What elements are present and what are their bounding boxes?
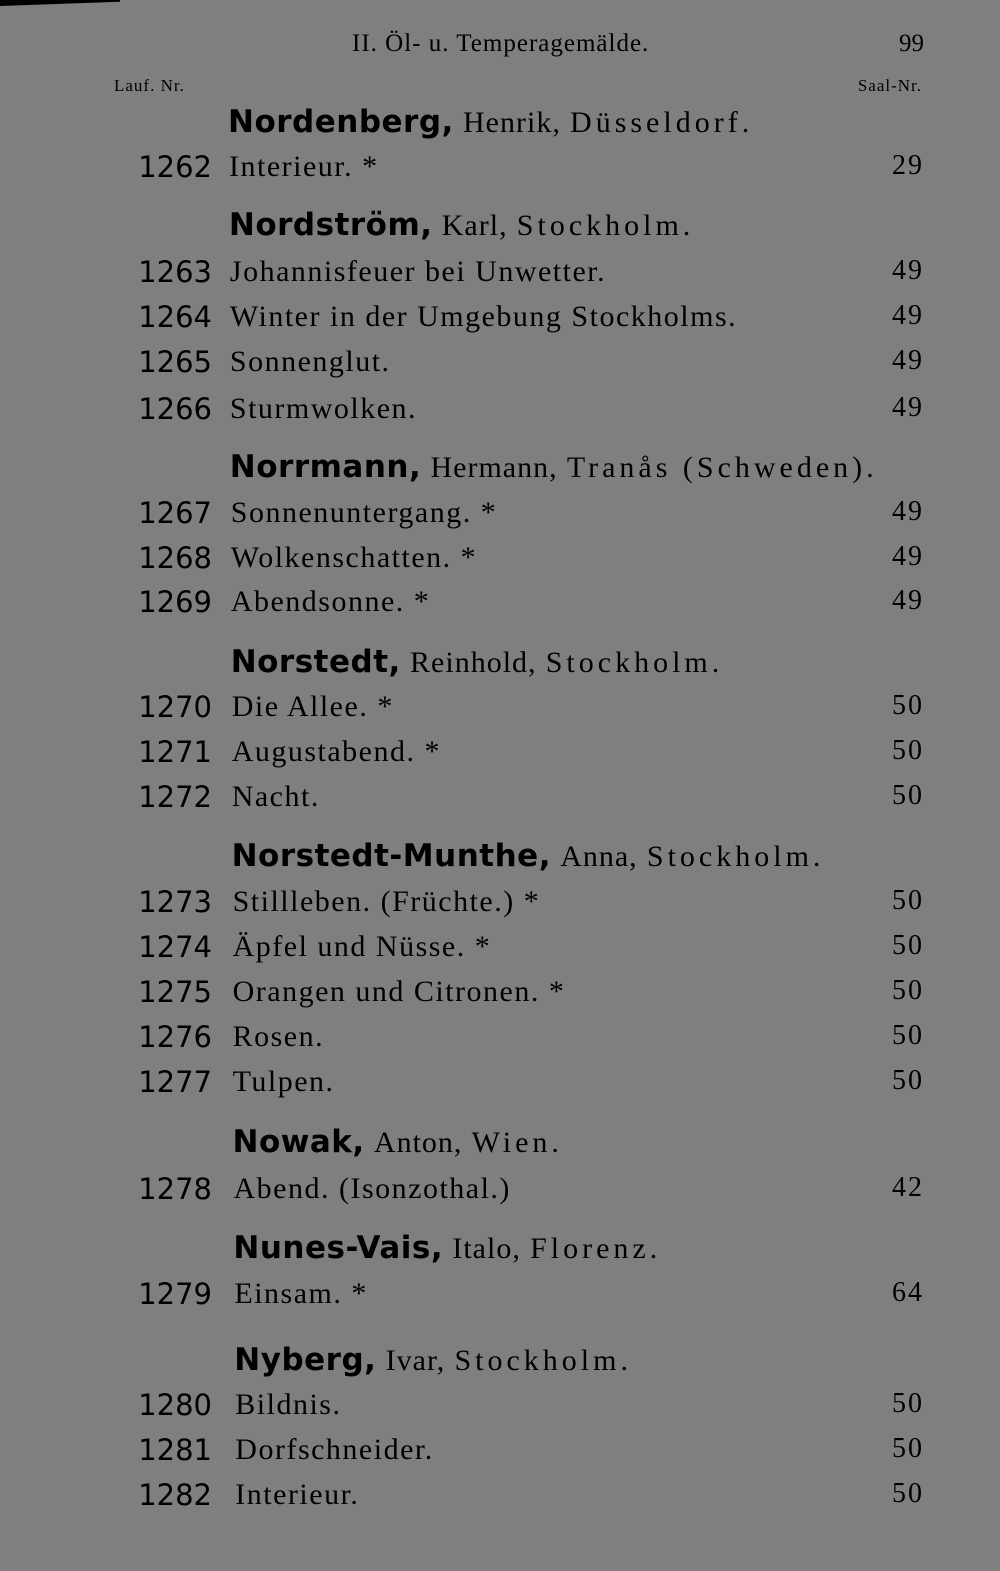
- work-title: Nacht.: [231, 780, 320, 813]
- lauf-nr: 1276: [138, 1020, 212, 1054]
- saal-nr: 49: [892, 392, 924, 423]
- catalogue-entry-row: [0, 150, 1000, 190]
- catalogue-entry-row: [0, 496, 1000, 536]
- lauf-nr: 1262: [138, 150, 212, 184]
- artist-surname: Nordenberg,: [228, 104, 454, 140]
- artist-first-name: Karl,: [441, 209, 508, 242]
- saal-nr: 49: [892, 345, 924, 376]
- lauf-nr: 1278: [138, 1172, 212, 1206]
- lauf-nr: 1277: [138, 1065, 212, 1099]
- catalogue-entry-row: [0, 1020, 1000, 1060]
- artist-city: Stockholm.: [516, 209, 695, 242]
- catalogue-entry-row: [0, 585, 1000, 625]
- saal-nr: 64: [892, 1277, 924, 1308]
- lauf-nr: 1275: [138, 975, 212, 1009]
- catalogue-entry-row: [0, 735, 1000, 775]
- artist-heading: [233, 1124, 563, 1160]
- lauf-nr: 1273: [138, 885, 212, 919]
- lauf-nr: 1281: [138, 1433, 212, 1467]
- work-title: Orangen und Citronen. *: [232, 975, 566, 1008]
- artist-heading: [229, 207, 694, 243]
- catalogue-entry-row: [0, 541, 1000, 581]
- work-title: Sturmwolken.: [229, 392, 418, 425]
- lauf-nr: 1264: [138, 300, 212, 334]
- artist-first-name: Anton,: [373, 1126, 463, 1159]
- work-title: Die Allee. *: [231, 690, 394, 723]
- lauf-nr-column-label: Lauf. Nr.: [114, 76, 185, 95]
- saal-nr: 50: [892, 735, 924, 766]
- saal-nr: 49: [892, 300, 924, 331]
- artist-heading: [233, 1230, 661, 1266]
- saal-nr: 50: [892, 930, 924, 961]
- page-number: 99: [899, 30, 924, 57]
- saal-nr: 50: [892, 1020, 924, 1051]
- saal-nr: 50: [892, 1388, 924, 1419]
- catalogue-entry-row: [0, 300, 1000, 340]
- artist-city: Tranås (Schweden).: [566, 451, 878, 484]
- catalogue-entry-row: [0, 930, 1000, 970]
- work-title: Wolkenschatten. *: [230, 541, 478, 574]
- artist-first-name: Italo,: [452, 1232, 521, 1265]
- catalogue-entry-row: [0, 1277, 1000, 1317]
- work-title: Winter in der Umgebung Stockholms.: [229, 300, 738, 333]
- lauf-nr: 1271: [138, 735, 212, 769]
- catalogue-entry-row: [0, 392, 1000, 432]
- saal-nr: 50: [892, 690, 924, 721]
- artist-first-name: Reinhold,: [410, 646, 537, 679]
- artist-city: Stockholm.: [454, 1344, 632, 1377]
- work-title: Johannisfeuer bei Unwetter.: [229, 255, 607, 288]
- lauf-nr: 1265: [138, 345, 212, 379]
- catalogue-entry-row: [0, 885, 1000, 925]
- artist-surname: Norstedt-Munthe,: [231, 838, 551, 874]
- catalogue-entry-row: [0, 1388, 1000, 1428]
- lauf-nr: 1263: [138, 255, 212, 289]
- artist-city: Düsseldorf.: [570, 106, 754, 139]
- artist-city: Stockholm.: [545, 646, 724, 679]
- artist-city: Florenz.: [530, 1232, 662, 1265]
- lauf-nr: 1268: [138, 541, 212, 575]
- catalogue-entry-row: [0, 255, 1000, 295]
- artist-city: Stockholm.: [646, 840, 825, 873]
- work-title: Bildnis.: [235, 1388, 342, 1421]
- artist-first-name: Ivar,: [385, 1344, 446, 1377]
- artist-surname: Nunes-Vais,: [233, 1230, 444, 1266]
- saal-nr: 49: [892, 496, 924, 527]
- lauf-nr: 1267: [138, 496, 212, 530]
- saal-nr: 50: [892, 1478, 924, 1509]
- saal-nr: 50: [892, 780, 924, 811]
- lauf-nr: 1270: [138, 690, 212, 724]
- saal-nr: 29: [892, 150, 924, 181]
- saal-nr: 50: [892, 885, 924, 916]
- work-title: Sonnenglut.: [229, 345, 391, 378]
- lauf-nr: 1280: [138, 1388, 212, 1422]
- catalogue-entry-row: [0, 1478, 1000, 1518]
- work-title: Abend. (Isonzothal.): [233, 1172, 511, 1205]
- work-title: Stillleben. (Früchte.) *: [232, 885, 541, 918]
- lauf-nr: 1274: [138, 930, 212, 964]
- work-title: Tulpen.: [232, 1065, 335, 1098]
- page-title: II. Öl- u. Temperagemälde.: [352, 30, 650, 57]
- artist-heading: [234, 1342, 632, 1378]
- artist-first-name: Anna,: [560, 840, 638, 873]
- work-title: Einsam. *: [234, 1277, 368, 1310]
- lauf-nr: 1282: [138, 1478, 212, 1512]
- artist-surname: Norstedt,: [230, 644, 401, 680]
- saal-nr: 50: [892, 1433, 924, 1464]
- catalogue-entry-row: [0, 345, 1000, 385]
- lauf-nr: 1279: [138, 1277, 212, 1311]
- work-title: Äpfel und Nüsse. *: [232, 930, 492, 963]
- artist-surname: Nordström,: [228, 207, 433, 243]
- artist-city: Wien.: [471, 1126, 563, 1159]
- saal-nr: 49: [892, 585, 924, 616]
- catalogue-entry-row: [0, 975, 1000, 1015]
- artist-heading: [228, 104, 753, 140]
- lauf-nr: 1266: [138, 392, 212, 426]
- artist-heading: [232, 838, 825, 874]
- artist-surname: Norrmann,: [229, 449, 422, 485]
- catalogue-entry-row: [0, 780, 1000, 820]
- lauf-nr: 1269: [138, 585, 212, 619]
- saal-nr: 50: [892, 1065, 924, 1096]
- saal-nr: 42: [892, 1172, 924, 1203]
- artist-first-name: Henrik,: [463, 106, 561, 139]
- catalogue-entry-row: [0, 1433, 1000, 1473]
- work-title: Interieur. *: [229, 150, 379, 183]
- work-title: Dorfschneider.: [235, 1433, 434, 1466]
- saal-nr: 49: [892, 541, 924, 572]
- catalogue-entry-row: [0, 1065, 1000, 1105]
- artist-surname: Nowak,: [232, 1124, 365, 1160]
- work-title: Interieur.: [235, 1478, 360, 1511]
- work-title: Sonnenuntergang. *: [230, 496, 498, 529]
- work-title: Abendsonne. *: [230, 585, 431, 618]
- saal-nr: 50: [892, 975, 924, 1006]
- artist-heading: [231, 644, 724, 680]
- saal-nr-column-label: Saal-Nr.: [857, 76, 922, 95]
- work-title: Rosen.: [232, 1020, 325, 1053]
- catalogue-entry-row: [0, 1172, 1000, 1212]
- work-title: Augustabend. *: [231, 735, 441, 768]
- artist-heading: [230, 449, 878, 485]
- artist-first-name: Hermann,: [430, 451, 558, 484]
- catalogue-entry-row: [0, 690, 1000, 730]
- lauf-nr: 1272: [138, 780, 212, 814]
- artist-surname: Nyberg,: [234, 1342, 377, 1378]
- saal-nr: 49: [892, 255, 924, 286]
